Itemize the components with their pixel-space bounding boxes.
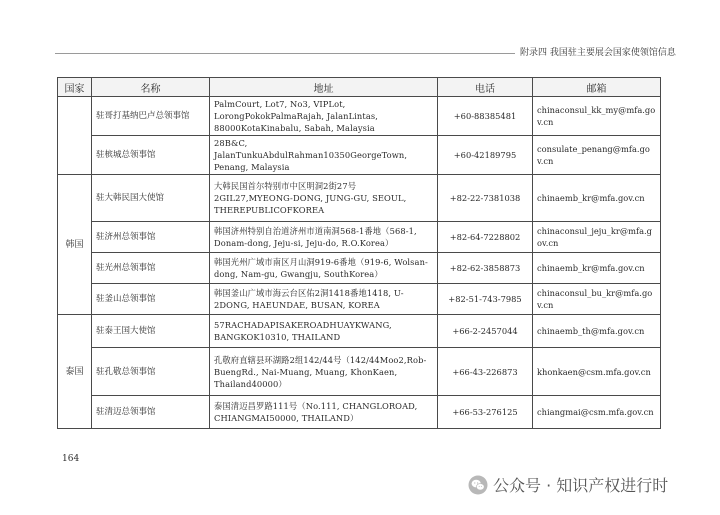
mission-name: 驻济州总领事馆 [92,222,210,253]
table-row [58,396,661,429]
mission-address: 孔敬府直辖县环湖路2组142/44号（142/44Moo2,Rob-BuengRd., Nai-Muang, Muang, KhonKaen, Thailand40000） [210,348,438,396]
country-cell: 泰国 [58,315,92,429]
mission-phone: +66-2-2457044 [438,315,533,348]
mission-phone: +82-64-7228802 [438,222,533,253]
mission-address: 韩国济州特别自治道济州市道南洞568-1番地（568-1, Donam-dong, Jeju-si, Jeju-do, R.O.Korea） [210,222,438,253]
mission-name: 驻哥打基纳巴卢总领事馆 [92,97,210,136]
column-header-country: 国家 [58,78,92,97]
column-header-email: 邮箱 [533,78,661,97]
table-row [58,222,661,253]
table-row [58,315,661,348]
mission-phone: +66-53-276125 [438,396,533,429]
mission-address: 韩国光州广域市南区月山洞919-6番地（919-6, Wolsan-dong, Nam-gu, Gwangju, SouthKorea） [210,253,438,284]
country-cell: 韩国 [58,175,92,315]
mission-address: 28B&C, JalanTunkuAbdulRahman10350GeorgeTown, Penang, Malaysia [210,136,438,175]
watermark-text: 公众号 · 知识产权进行时 [493,476,669,495]
mission-email: chiangmai@csm.mfa.gov.cn [533,396,661,429]
table-row [58,97,661,136]
running-title: 附录四 我国驻主要展会国家使领馆信息 [520,48,676,58]
mission-address: PalmCourt, Lot7, No3, VIPLot, LorongPokokPalmaRajah, JalanLintas, 88000KotaKinabalu, Sabah, Malaysia [210,97,438,136]
mission-phone: +60-88385481 [438,97,533,136]
table-row [58,175,661,222]
mission-name: 驻清迈总领事馆 [92,396,210,429]
column-header-name: 名称 [92,78,210,97]
table-row [58,284,661,315]
mission-email: chinaemb_kr@mfa.gov.cn [533,253,661,284]
mission-email: chinaemb_th@mfa.gov.cn [533,315,661,348]
consulate-table [57,77,661,429]
header-rule [55,53,515,54]
mission-name: 驻大韩民国大使馆 [92,175,210,222]
mission-address: 57RACHADAPISAKEROADHUAYKWANG, BANGKOK10310, THAILAND [210,315,438,348]
mission-name: 驻泰王国大使馆 [92,315,210,348]
mission-email: consulate_penang@mfa.gov.cn [533,136,661,175]
mission-address: 韩国釜山广域市海云台区佑2洞1418番地1418, U-2DONG, HAEUNDAE, BUSAN, KOREA [210,284,438,315]
wechat-icon [468,475,488,495]
mission-phone: +82-22-7381038 [438,175,533,222]
mission-name: 驻光州总领事馆 [92,253,210,284]
mission-email: chinaemb_kr@mfa.gov.cn [533,175,661,222]
column-header-phone: 电话 [438,78,533,97]
mission-email: chinaconsul_kk_my@mfa.gov.cn [533,97,661,136]
watermark [468,473,668,496]
mission-address: 大韩民国首尔特别市中区明洞2街27号2GIL27,MYEONG-DONG, JUNG-GU, SEOUL, THEREPUBLICOFKOREA [210,175,438,222]
table-row [58,348,661,396]
mission-phone: +82-51-743-7985 [438,284,533,315]
country-cell [58,97,92,175]
mission-phone: +82-62-3858873 [438,253,533,284]
mission-address: 泰国清迈昌罗路111号（No.111, CHANGLOROAD, CHIANGMAI50000, THAILAND） [210,396,438,429]
mission-email: chinaconsul_jeju_kr@mfa.gov.cn [533,222,661,253]
mission-name: 驻槟城总领事馆 [92,136,210,175]
table-row [58,136,661,175]
mission-name: 驻孔敬总领事馆 [92,348,210,396]
mission-name: 驻釜山总领事馆 [92,284,210,315]
page-number: 164 [62,454,80,464]
mission-email: khonkaen@csm.mfa.gov.cn [533,348,661,396]
table-header-row [58,78,661,97]
table-row [58,253,661,284]
column-header-address: 地址 [210,78,438,97]
mission-phone: +66-43-226873 [438,348,533,396]
mission-email: chinaconsul_bu_kr@mfa.gov.cn [533,284,661,315]
mission-phone: +60-42189795 [438,136,533,175]
